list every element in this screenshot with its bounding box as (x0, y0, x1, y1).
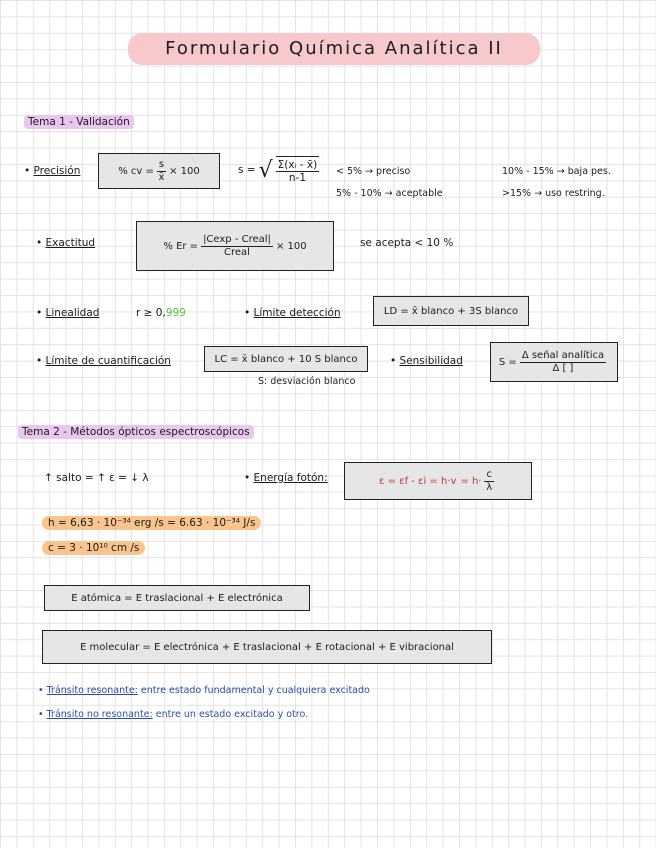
sqrt-symbol: √ (258, 157, 273, 183)
transito-no-resonante-text: entre un estado excitado y otro. (155, 709, 309, 720)
sensibilidad-fraction (520, 350, 606, 375)
exactitud-label-wrap: • Exactitud (36, 237, 96, 249)
sensibilidad-num: Δ señal analítica (521, 349, 605, 361)
energia-label: Energía fotón: (253, 472, 328, 484)
sd-left: s = (238, 164, 256, 176)
energia-den: λ (486, 481, 493, 493)
salto-relation: ↑ salto = ↑ ε = ↓ λ (44, 472, 149, 484)
linealidad-value-prefix: r ≥ 0, (136, 307, 166, 319)
precision-crit-1: < 5% → preciso (336, 166, 411, 177)
energia-formula-part2: = h· (460, 475, 482, 487)
atomica-formula-box: E atómica = E traslacional + E electrónica (44, 585, 310, 611)
transito-resonante-text: entre estado fundamental y cualquiera excitado (140, 685, 370, 696)
page-title: Formulario Química Analítica II (165, 38, 503, 59)
linealidad-value-highlight: 999 (165, 307, 186, 319)
sd-formula (238, 156, 322, 184)
tema2-heading: Tema 2 - Métodos ópticos espectroscópicos (18, 425, 254, 439)
energia-num: c (486, 468, 492, 480)
lc-note: S: desviación blanco (258, 376, 356, 387)
ld-label-wrap: • Límite detección (244, 307, 341, 319)
molecular-formula-box: E molecular = E electrónica + E traslacional + E rotacional + E vibracional (42, 630, 492, 664)
linealidad-label: Linealidad (45, 307, 100, 319)
energia-formula-box (344, 462, 532, 500)
tema1-heading: Tema 1 - Validación (24, 115, 134, 129)
precision-den: x̄ (158, 171, 165, 183)
precision-formula-left: % cv = (118, 165, 154, 177)
ld-formula-box: LD = x̄ blanco + 3S blanco (373, 296, 529, 326)
precision-crit-2: 5% - 10% → aceptable (336, 188, 443, 199)
transito-no-resonante-label: Tránsito no resonante: (46, 709, 153, 720)
sd-den: n-1 (288, 172, 306, 184)
precision-fraction (157, 159, 166, 184)
linealidad-value (136, 307, 186, 319)
sensibilidad-label-wrap: • Sensibilidad (390, 355, 463, 367)
sensibilidad-formula-left: S = (498, 356, 517, 368)
exactitud-note: se acepta < 10 % (360, 237, 454, 249)
sd-fraction (276, 156, 320, 184)
energia-formula-part1: ε = εf - εi = h·v (379, 475, 457, 487)
precision-formula-right: × 100 (169, 165, 200, 177)
lc-label-wrap: • Límite de cuantificación (36, 355, 171, 367)
lc-formula-box: LC = x̄ blanco + 10 S blanco (204, 346, 368, 372)
precision-crit-4: >15% → uso restring. (502, 188, 605, 199)
light-speed-wrap (42, 542, 145, 554)
light-speed: c = 3 · 10¹⁰ cm /s (42, 541, 145, 555)
sd-num: Σ(xᵢ - x̄) (277, 159, 318, 171)
energia-fraction (484, 469, 494, 494)
energia-label-wrap: • Energía fotón: (244, 472, 328, 484)
precision-crit-3: 10% - 15% → baja pes. (502, 166, 611, 177)
ld-label: Límite detección (253, 307, 341, 319)
exactitud-label: Exactitud (45, 237, 96, 249)
tema2-heading-wrap (18, 426, 254, 438)
exactitud-den: Creal (224, 246, 250, 258)
planck-wrap (42, 517, 261, 529)
exactitud-formula-left: % Er = (163, 240, 199, 252)
sensibilidad-formula-box (490, 342, 618, 382)
exactitud-formula-box (136, 221, 334, 271)
transito-resonante: • Tránsito resonante: entre estado fundamental y cualquiera excitado (38, 685, 370, 696)
precision-label: Precisión (33, 165, 81, 177)
transito-no-resonante: • Tránsito no resonante: entre un estado excitado y otro. (38, 709, 309, 720)
linealidad-label-wrap: • Linealidad (36, 307, 100, 319)
exactitud-fraction (201, 234, 273, 259)
tema1-heading-wrap (24, 116, 134, 128)
transito-resonante-label: Tránsito resonante: (46, 685, 138, 696)
precision-label-wrap: • Precisión (24, 165, 81, 177)
precision-num: s (158, 158, 165, 170)
planck-constant: h = 6,63 · 10⁻³⁴ erg /s = 6.63 · 10⁻³⁴ J/s (42, 516, 261, 530)
precision-formula-box (98, 153, 220, 189)
exactitud-formula-right: × 100 (275, 240, 307, 252)
lc-label: Límite de cuantificación (45, 355, 171, 367)
sensibilidad-label: Sensibilidad (399, 355, 463, 367)
exactitud-num: |Cexp - Creal| (203, 233, 271, 245)
sensibilidad-den: Δ [ ] (552, 362, 574, 374)
